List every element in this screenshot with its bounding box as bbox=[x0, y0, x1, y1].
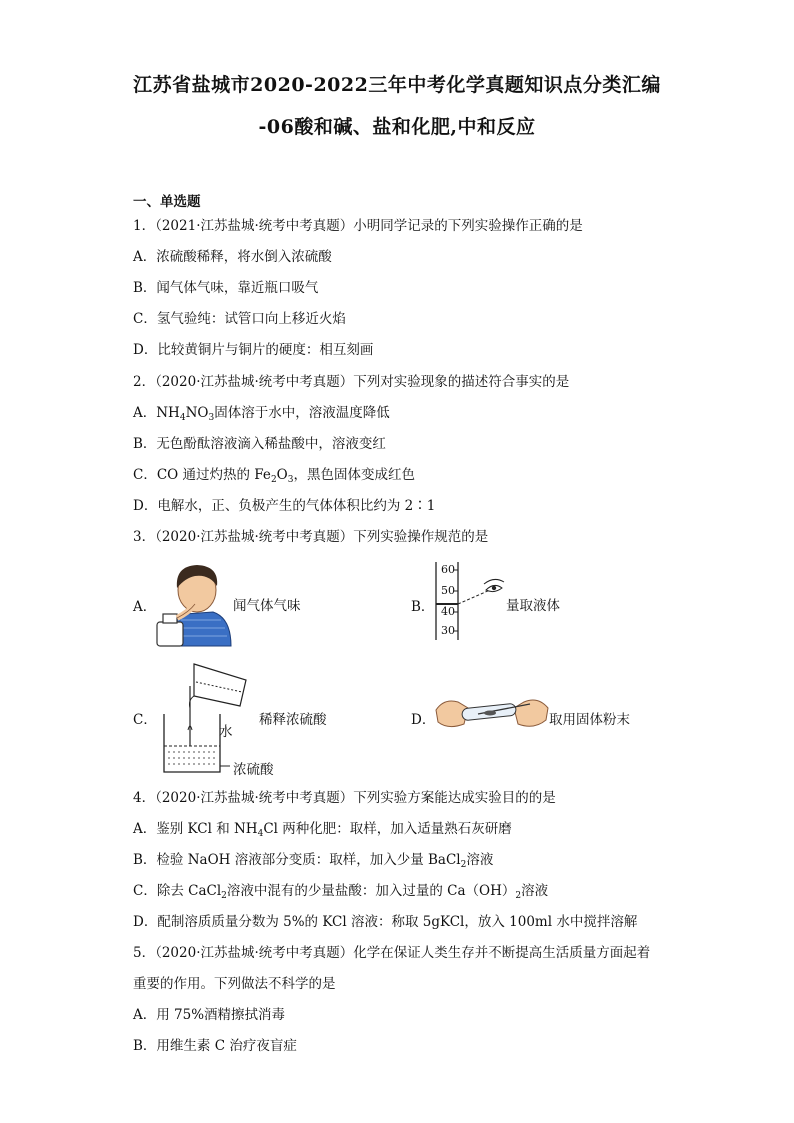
q2-option-c: C．CO 通过灼热的 $Fe_2O_3$，黑色固体变成红色 bbox=[133, 467, 415, 485]
smelling-gas-illustration bbox=[155, 560, 233, 648]
q2-option-a: A．$NH_4NO_3$固体溶于水中，溶液温度降低 bbox=[133, 405, 390, 423]
q1-option-b: B．闻气体气味，靠近瓶口吸气 bbox=[133, 280, 319, 296]
q2-option-b: B．无色酚酞溶液滴入稀盐酸中，溶液变红 bbox=[133, 436, 386, 452]
q1-option-c: C．氢气验纯：试管口向上移近火焰 bbox=[133, 311, 346, 327]
q2-option-d: D．电解水，正、负极产生的气体体积比约为 2∶1 bbox=[133, 498, 436, 514]
acid-label: 浓硫酸 bbox=[233, 762, 274, 778]
q1-stem: 1．（2021·江苏盐城·统考中考真题）小明同学记录的下列实验操作正确的是 bbox=[133, 218, 583, 234]
q1-option-a: A．浓硫酸稀释，将水倒入浓硫酸 bbox=[133, 249, 332, 265]
q4-option-c: C．除去 CaCl$_2$溶液中混有的少量盐酸：加入过量的 $Ca(OH)_2$溶液 bbox=[133, 883, 549, 901]
tick-label-40: 40 bbox=[441, 605, 455, 618]
q5-stem-line1: 5．（2020·江苏盐城·统考中考真题）化学在保证人类生存并不断提高生活质量方面起着 bbox=[133, 945, 651, 961]
water-label: 水 bbox=[219, 724, 233, 740]
q4-option-a: A．鉴别 KCl 和 $NH_4Cl$ 两种化肥：取样，加入适量熟石灰研磨 bbox=[133, 821, 512, 839]
tick-label-30: 30 bbox=[441, 624, 455, 637]
q3-option-c-caption: 稀释浓硫酸 bbox=[259, 712, 327, 728]
q3-option-d-caption: 取用固体粉末 bbox=[549, 712, 630, 728]
q3-option-c-letter: C． bbox=[133, 712, 157, 728]
tick-label-60: 60 bbox=[441, 563, 455, 576]
q3-option-d-letter: D． bbox=[411, 712, 436, 728]
q3-option-a-caption: 闻气体气味 bbox=[233, 598, 301, 614]
doc-title-line2: -06酸和碱、盐和化肥,中和反应 bbox=[258, 116, 536, 138]
q4-option-d: D．配制溶质质量分数为 5%的 KCl 溶液：称取 5gKCl，放入 100ml 水中搅拌溶解 bbox=[133, 914, 638, 930]
doc-title-line1: 江苏省盐城市2020-2022三年中考化学真题知识点分类汇编 bbox=[133, 74, 661, 96]
q3-stem: 3．（2020·江苏盐城·统考中考真题）下列实验操作规范的是 bbox=[133, 529, 489, 545]
section-heading: 一、单选题 bbox=[133, 194, 201, 210]
q1-option-d: D．比较黄铜片与铜片的硬度：相互刻画 bbox=[133, 342, 374, 358]
q5-option-b: B．用维生素 C 治疗夜盲症 bbox=[133, 1038, 297, 1054]
q3-option-a-letter: A． bbox=[133, 599, 157, 615]
q5-option-a: A．用 75%酒精擦拭消毒 bbox=[133, 1007, 286, 1023]
q2-stem: 2．（2020·江苏盐城·统考中考真题）下列对实验现象的描述符合事实的是 bbox=[133, 374, 570, 390]
q4-option-b: B．检验 NaOH 溶液部分变质：取样，加入少量 BaCl$_2$溶液 bbox=[133, 852, 494, 870]
solid-powder-illustration bbox=[434, 690, 550, 738]
q4-stem: 4．（2020·江苏盐城·统考中考真题）下列实验方案能达成实验目的的是 bbox=[133, 790, 556, 806]
q3-option-b-letter: B． bbox=[411, 599, 435, 615]
q5-stem-line2: 重要的作用。下列做法不科学的是 bbox=[133, 976, 336, 992]
q3-option-b-caption: 量取液体 bbox=[506, 598, 560, 614]
tick-label-50: 50 bbox=[441, 584, 455, 597]
